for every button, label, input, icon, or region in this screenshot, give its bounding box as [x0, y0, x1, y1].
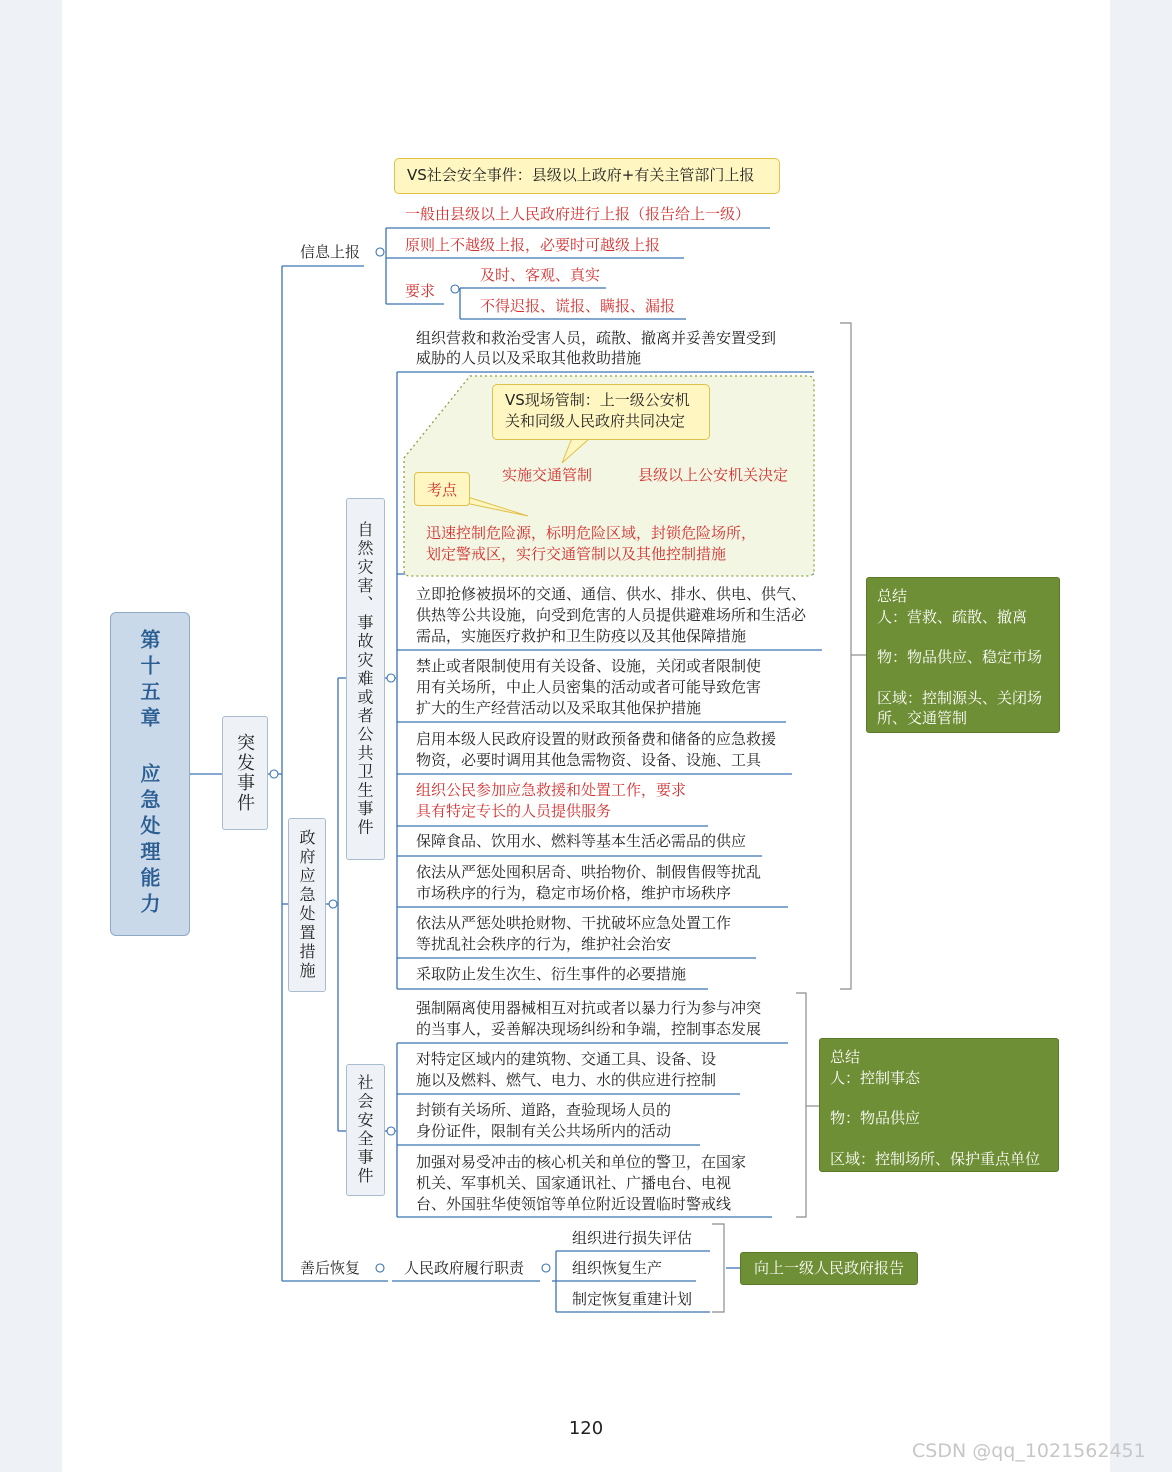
measure-repair-2: 供热等公共设施，向受到危害的人员提供避难场所和生活必	[416, 606, 807, 624]
measure-market-2: 市场秩序的行为，稳定市场价格，维护市场秩序	[416, 884, 732, 902]
requirement-timely: 及时、客观、真实	[480, 266, 601, 284]
kaodian-node[interactable]: 考点	[414, 472, 470, 506]
natural-summary-things: 物：物品供应、稳定市场	[877, 648, 1043, 666]
measure-order-2: 等扰乱社会秩序的行为，维护社会治安	[416, 935, 672, 953]
control-danger-2: 划定警戒区，实行交通管制以及其他控制措施	[426, 545, 727, 563]
measure-repair-1: 立即抢修被损坏的交通、通信、供水、排水、供电、供气、	[416, 585, 807, 603]
measure-ban-1: 禁止或者限制使用有关设备、设施，关闭或者限制使	[416, 657, 762, 675]
social-summary-area: 区域：控制场所、保护重点单位	[830, 1149, 1041, 1168]
measure-rescue-1: 组织营救和救治受害人员，疏散、撤离并妥善安置受到	[416, 329, 777, 347]
watermark: CSDN @qq_1021562451	[912, 1440, 1146, 1462]
vs-scene-callout	[492, 384, 710, 440]
social-guard-2: 机关、军事机关、国家通讯社、广播电台、电视	[416, 1174, 732, 1192]
measure-secondary: 采取防止发生次生、衍生事件的必要措施	[416, 965, 687, 983]
recovery-node[interactable]: 善后恢复	[300, 1259, 361, 1277]
natural-summary-area-1: 区域：控制源头、关闭场	[877, 688, 1043, 707]
measure-rescue-2: 威胁的人员以及采取其他救助措施	[416, 349, 642, 367]
measure-order-1: 依法从严惩处哄抢财物、干扰破坏应急处置工作	[416, 914, 732, 932]
page-number: 120	[568, 1418, 604, 1439]
recovery-item-plan: 制定恢复重建计划	[572, 1290, 693, 1308]
report-upper-box: 向上一级人民政府报告	[740, 1252, 918, 1285]
natural-summary-title: 总结	[877, 587, 908, 605]
info-item-general: 一般由县级以上人民政府进行上报（报告给上一级）	[405, 205, 751, 223]
social-summary-people: 人：控制事态	[830, 1068, 921, 1087]
vs-scene-line-2: 关和同级人民政府共同决定	[505, 412, 686, 430]
main-title: 第十五章 应急处理能力	[110, 612, 190, 936]
measure-ban-2: 用有关场所，中止人员密集的活动或者可能导致危害	[416, 678, 762, 696]
measure-repair-3: 需品，实施医疗救护和卫生防疫以及其他保障措施	[416, 627, 747, 645]
info-report-node[interactable]: 信息上报	[300, 243, 361, 261]
natural-summary-box	[866, 577, 1060, 733]
social-guard-3: 台、外国驻华使领馆等单位附近设置临时警戒线	[416, 1195, 732, 1213]
vs-social-callout: VS社会安全事件：县级以上政府+有关主管部门上报	[394, 158, 780, 194]
natural-summary-area-2: 所、交通管制	[877, 709, 968, 727]
measure-market-1: 依法从严惩处囤积居奇、哄抬物价、制假售假等扰乱	[416, 863, 762, 881]
traffic-decider: 县级以上公安机关决定	[638, 466, 789, 484]
natural-summary-people: 人：营救、疏散、撤离	[877, 607, 1028, 626]
recovery-item-assess: 组织进行损失评估	[572, 1229, 693, 1247]
social-control-2: 施以及燃料、燃气、电力、水的供应进行控制	[416, 1071, 717, 1089]
sudden-event-node[interactable]: 突发事件	[222, 716, 268, 830]
measure-citizens-2: 具有特定专长的人员提供服务	[416, 802, 612, 820]
gov-measures-node[interactable]: 政府应急处置措施	[288, 818, 326, 992]
natural-disaster-node[interactable]: 自然灾害、事故灾难或者公共卫生事件	[346, 498, 385, 860]
social-security-node[interactable]: 社会安全事件	[346, 1064, 385, 1196]
measure-ban-3: 扩大的生产经营活动以及采取其他保护措施	[416, 699, 702, 717]
social-summary-box	[819, 1038, 1059, 1172]
control-danger-1: 迅速控制危险源，标明危险区域，封锁危险场所，	[426, 524, 757, 542]
vs-scene-line-1: VS现场管制：上一级公安机	[505, 391, 690, 409]
measure-supply: 保障食品、饮用水、燃料等基本生活必需品的供应	[416, 832, 747, 850]
measure-fund-2: 物资，必要时调用其他急需物资、设备、设施、工具	[416, 751, 762, 769]
social-control-1: 对特定区域内的建筑物、交通工具、设备、设	[416, 1050, 717, 1068]
social-block-1: 封锁有关场所、道路，查验现场人员的	[416, 1101, 672, 1119]
recovery-item-production: 组织恢复生产	[572, 1259, 663, 1277]
traffic-control[interactable]: 实施交通管制	[502, 466, 593, 484]
info-item-principle: 原则上不越级上报，必要时可越级上报	[405, 236, 661, 254]
social-block-2: 身份证件，限制有关公共场所内的活动	[416, 1122, 672, 1140]
gov-duty-node[interactable]: 人民政府履行职责	[404, 1259, 525, 1277]
social-isolate-1: 强制隔离使用器械相互对抗或者以暴力行为参与冲突	[416, 999, 762, 1017]
measure-fund-1: 启用本级人民政府设置的财政预备费和储备的应急救援	[416, 730, 777, 748]
measure-citizens-1: 组织公民参加应急救援和处置工作，要求	[416, 781, 687, 799]
social-guard-1: 加强对易受冲击的核心机关和单位的警卫，在国家	[416, 1153, 747, 1171]
requirement-node[interactable]: 要求	[405, 282, 436, 300]
social-summary-things: 物：物品供应	[830, 1109, 921, 1127]
requirement-no-false: 不得迟报、谎报、瞒报、漏报	[480, 297, 676, 315]
social-summary-title: 总结	[830, 1048, 861, 1066]
social-isolate-2: 的当事人，妥善解决现场纠纷和争端，控制事态发展	[416, 1020, 762, 1038]
